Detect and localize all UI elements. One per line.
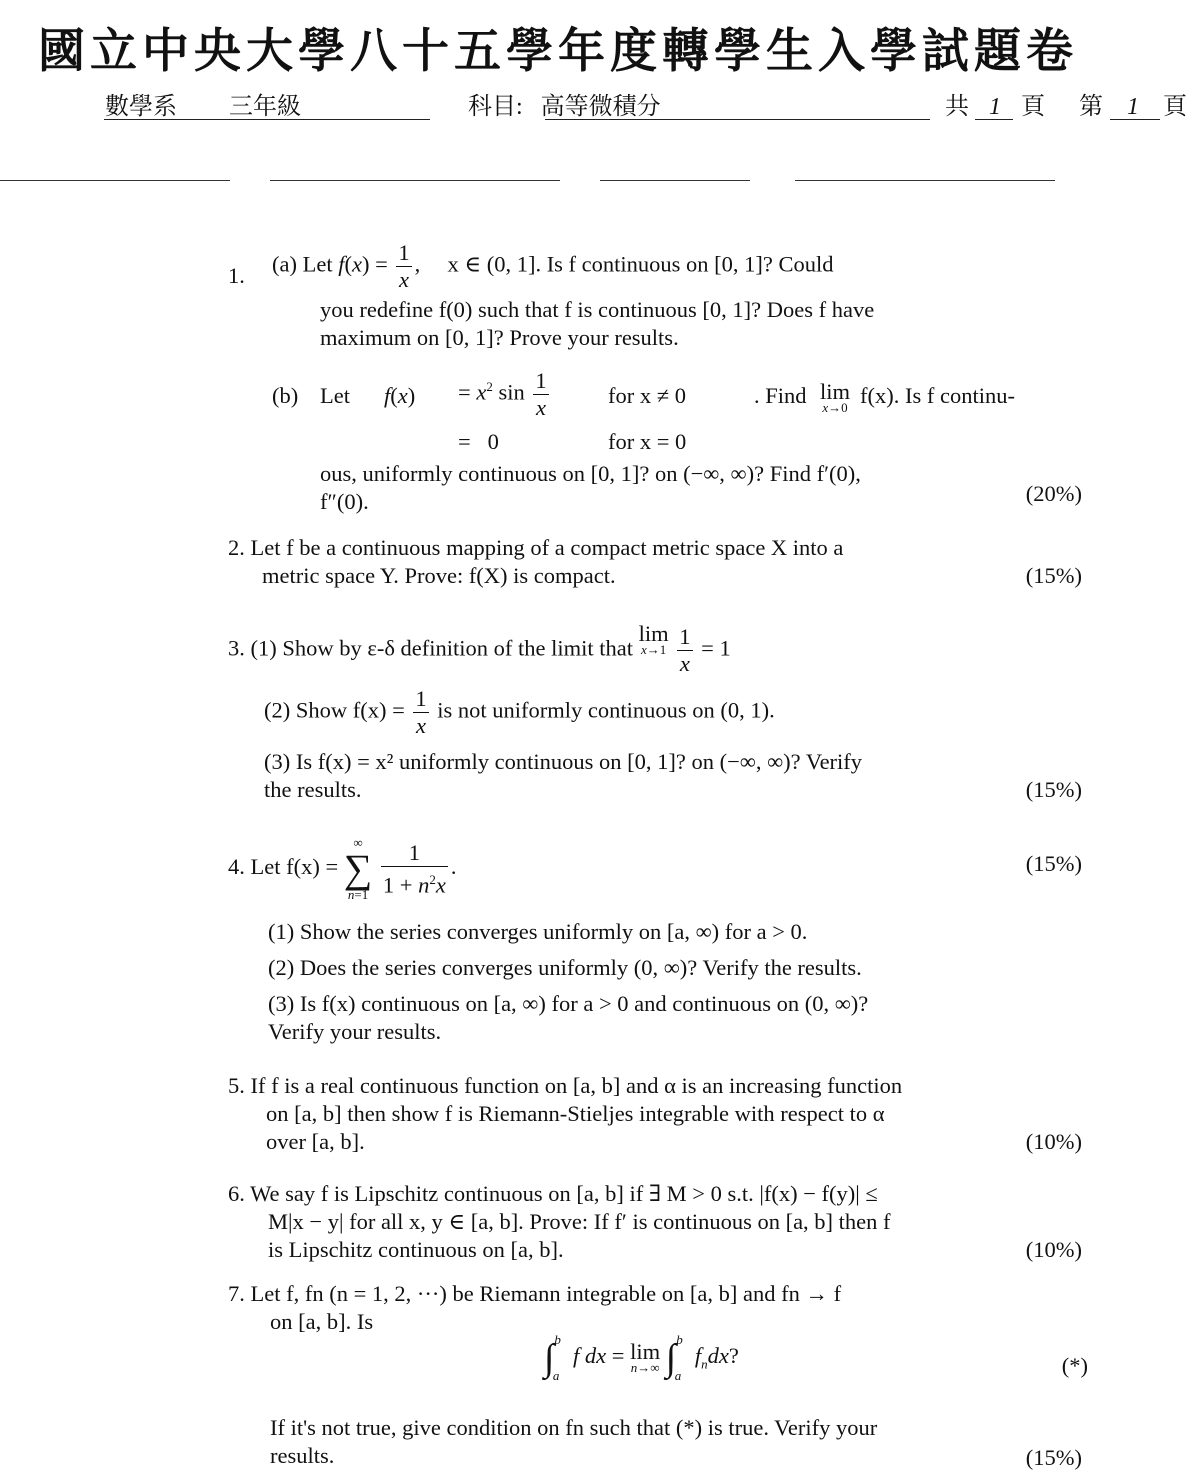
part-label: (b): [272, 383, 299, 408]
question-number: 5.: [228, 1073, 245, 1098]
fraction-1-over-x: $\frac{1}{x}$: [415, 686, 427, 738]
q1b-text: Let: [320, 383, 350, 408]
subject: 高等微積分: [540, 94, 661, 120]
q7-text: Let f, fn (n = 1, 2, ···) be Riemann integrable on [a, b] and fn → f: [250, 1281, 842, 1306]
q4-text: (1) Show the series converges uniformly on [a, ∞) for a > 0.: [268, 919, 808, 944]
separator-line: [270, 180, 560, 181]
q5-text: over [a, b].: [266, 1129, 365, 1154]
question-number: 7.: [228, 1281, 245, 1306]
page-num-label: 第: [1079, 94, 1103, 120]
question-3: [228, 621, 1088, 804]
pages-total: 1: [989, 94, 1001, 120]
q3-text: (3) Is f(x) = x² uniformly continuous on [0, 1]? on (−∞, ∞)? Verify: [264, 749, 863, 774]
q3-text: (1) Show by ε-δ definition of the limit that: [250, 635, 633, 661]
subject-label: 科目:: [468, 94, 523, 120]
q7-text: results.: [270, 1443, 335, 1468]
q4-text: (3) Is f(x) continuous on [a, ∞) for a > 0 and continuous on (0, ∞)?: [268, 991, 869, 1016]
question-number: 6.: [228, 1181, 245, 1206]
question-7: [228, 1280, 1088, 1470]
question-number: 2.: [228, 535, 245, 560]
q2-text: Let f be a continuous mapping of a compact metric space X into a: [250, 535, 844, 560]
pages-total-label: 共: [945, 94, 969, 120]
separator-line: [0, 180, 230, 181]
question-number: 1.: [228, 263, 245, 288]
subject-field: [468, 86, 661, 121]
q5-text: If f is a real continuous function on [a, b] and α is an increasing function: [250, 1073, 903, 1098]
limit-expression: lim x→0: [820, 379, 851, 415]
points-badge: (20%): [1025, 481, 1082, 506]
summation-symbol: ∞ ∑ n=1: [343, 835, 373, 902]
q7-text: If it's not true, give condition on fn such that (*) is true. Verify your: [270, 1415, 878, 1440]
q7-text: on [a, b]. Is: [270, 1309, 374, 1334]
q4-text: Verify your results.: [268, 1019, 442, 1044]
separator-line: [795, 180, 1055, 181]
fraction-1-over-x: $\frac{1}{x}$: [679, 624, 691, 676]
q1b-text: ous, uniformly continuous on [0, 1]? on (−∞, ∞)? Find f′(0),: [320, 461, 861, 486]
q1a-text: x ∈ (0, 1]. Is f continuous on [0, 1]? Could: [447, 251, 834, 277]
question-number: 3.: [228, 635, 245, 661]
pages-total-underline: [975, 119, 1013, 120]
points-badge: (15%): [1025, 851, 1082, 876]
q3-text: is not uniformly continuous on (0, 1).: [437, 697, 775, 723]
q1b-text: f″(0).: [320, 489, 369, 514]
q4-text: (2) Does the series converges uniformly (0, ∞)? Verify the results.: [268, 955, 862, 980]
page-num: 1: [1127, 94, 1139, 120]
points-badge: (15%): [1025, 563, 1082, 588]
department-underline: [104, 119, 430, 120]
subject-underline: [545, 119, 930, 120]
question-2: [228, 534, 1088, 590]
q6-text: We say f is Lipschitz continuous on [a, b] if ∃ M > 0 s.t. |f(x) − f(y)| ≤: [250, 1181, 878, 1206]
part-label: (a): [272, 251, 297, 277]
q6-text: M|x − y| for all x, y ∈ [a, b]. Prove: If f′ is continuous on [a, b] then f: [268, 1209, 891, 1234]
piecewise-case-2: = 0: [458, 429, 499, 454]
fraction-1-over-x: $\frac{1}{x}$: [398, 240, 410, 292]
exam-title: 國立中央大學八十五學年度轉學生入學試題卷: [38, 26, 1078, 78]
q3-text: (2) Show f(x) =: [264, 697, 405, 723]
page-unit2: 頁: [1163, 94, 1187, 120]
piecewise-condition: for x ≠ 0: [608, 383, 686, 408]
q1a-text: Let: [302, 251, 333, 277]
separator-line: [600, 180, 750, 181]
q3-text: the results.: [264, 777, 362, 802]
q1a-text: maximum on [0, 1]? Prove your results.: [320, 325, 679, 350]
points-badge: (15%): [1025, 1445, 1082, 1470]
piecewise-condition: for x = 0: [608, 429, 687, 454]
question-5: [228, 1072, 1088, 1156]
q1a-text: you redefine f(0) such that f is continuous [0, 1]? Does f have: [320, 297, 875, 322]
piecewise-value: 0: [487, 429, 499, 454]
q3-text: = 1: [701, 635, 731, 661]
points-badge: (10%): [1025, 1237, 1082, 1262]
question-4: 4. Let f(x) = ∞ ∑ n=1 $\frac{1}{1 + n^2x}$ . (15%) (1) Show the series converges uniformly on [a, ∞) for a > 0. (2) Does the series converges uniformly (0, ∞)? Verify the results. (3) Is f(x) continuous on [a, ∞) for a > 0 and continuous on (0, ∞)? Verify your results.: [228, 836, 1088, 1046]
integral-equation: ∫ba f dx = lim n→∞ ∫ba $f_ndx$? (*): [544, 1332, 1088, 1383]
department-label: [105, 86, 301, 121]
question-6: [228, 1180, 1088, 1264]
q5-text: on [a, b] then show f is Riemann-Stieljes integrable with respect to α: [266, 1101, 885, 1126]
q4-text: Let f(x) =: [250, 854, 339, 880]
grade: 三年級: [229, 94, 301, 120]
question-number: 4.: [228, 854, 245, 880]
department: 數學系: [105, 94, 177, 120]
piecewise-case-1: = $x^2$ sin $\frac{1}{x}$: [458, 368, 547, 420]
points-badge: (15%): [1025, 777, 1082, 802]
page-num-underline: [1110, 119, 1160, 120]
limit-expression: lim x→1: [638, 621, 669, 657]
points-badge: (10%): [1025, 1129, 1082, 1154]
q1b-text: . Find: [754, 383, 807, 408]
q1b-text: f(x). Is f continu-: [860, 383, 1015, 408]
equation-tag: (*): [1061, 1353, 1088, 1378]
series-term-fraction: $\frac{1}{1 + n^2x}$: [382, 839, 446, 898]
q2-text: metric space Y. Prove: f(X) is compact.: [262, 563, 616, 588]
page-info: [945, 86, 1187, 121]
q6-text: is Lipschitz continuous on [a, b].: [268, 1237, 564, 1262]
page-unit: 頁: [1021, 94, 1045, 120]
